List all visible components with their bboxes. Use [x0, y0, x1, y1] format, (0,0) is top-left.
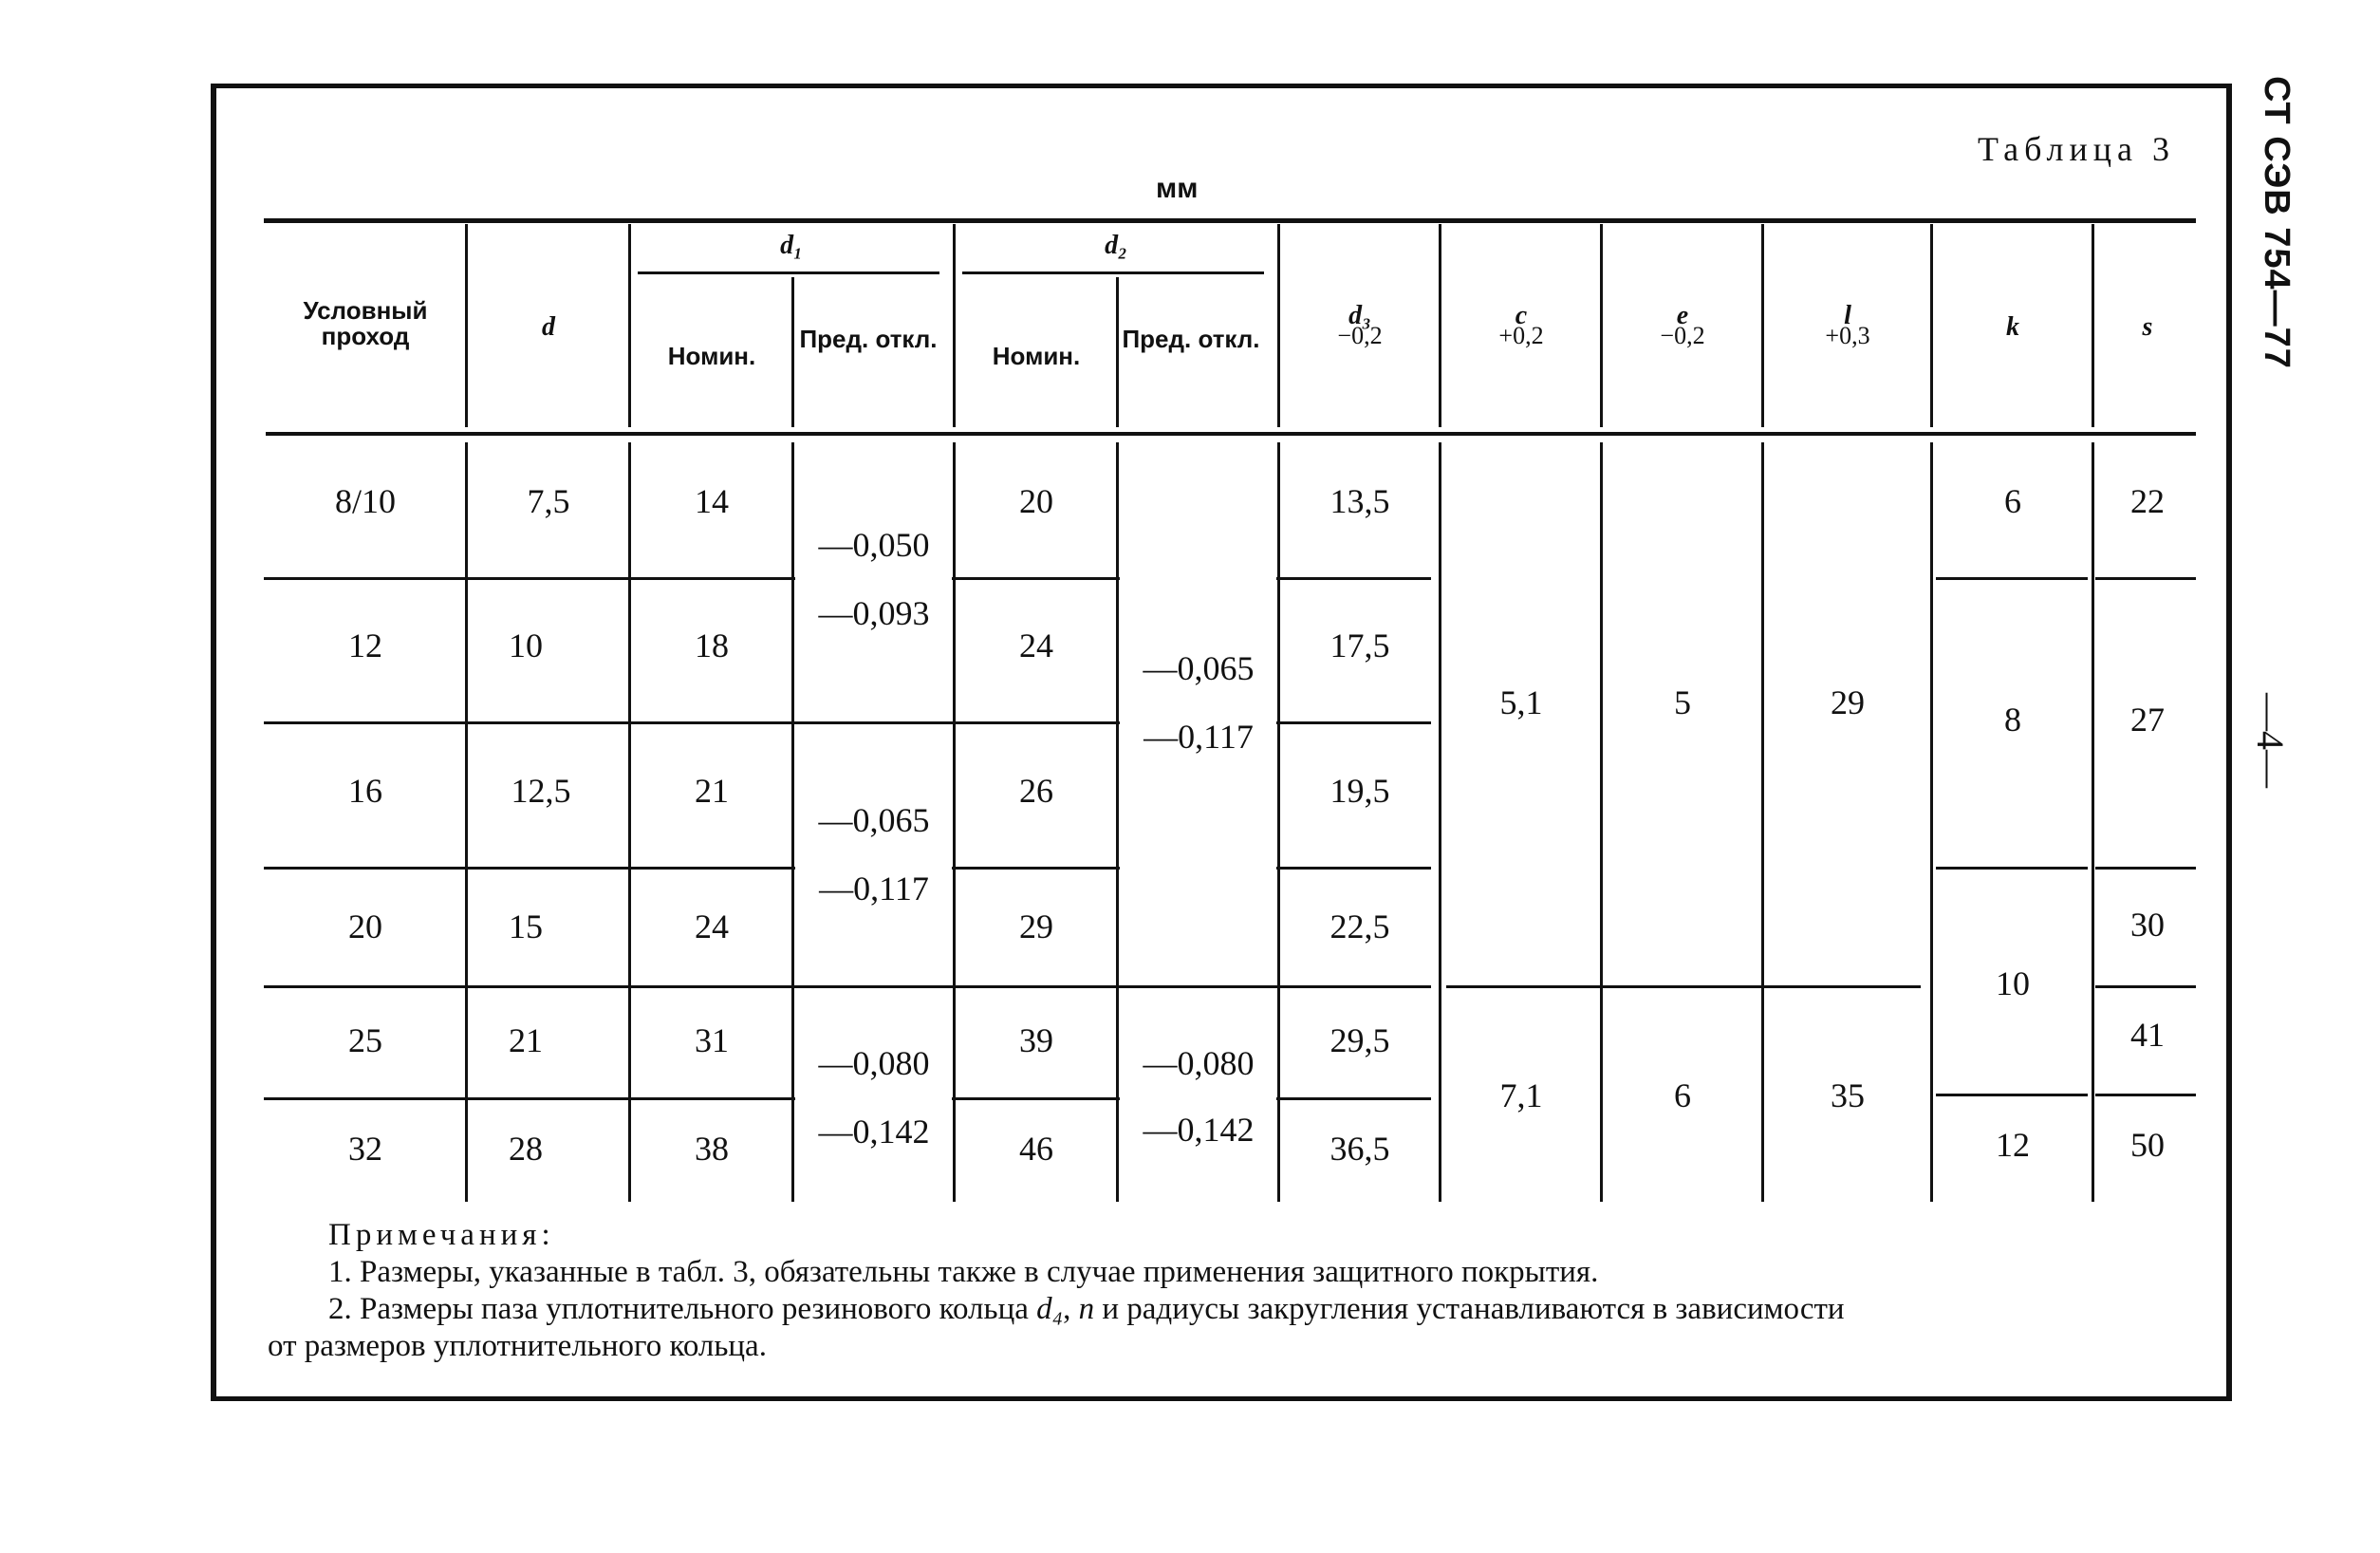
header-divider	[1600, 224, 1603, 427]
header-divider	[1761, 224, 1764, 427]
k-value-2: 8	[2004, 701, 2021, 739]
d1-tol-lower-1: —0,093	[818, 594, 930, 632]
row4-d3: 22,5	[1329, 907, 1390, 945]
d2-tol-rule	[1124, 985, 1274, 988]
row5-d3: 29,5	[1329, 1021, 1390, 1059]
d1-tol-upper-2: —0,065	[818, 801, 930, 839]
header-c-tolerance: +0,2	[1498, 322, 1544, 349]
page-number: —4—	[2249, 693, 2292, 788]
column-divider	[2092, 442, 2094, 1202]
note-2-continuation: от размеров уплотнительного кольца.	[268, 1328, 767, 1363]
header-d1-deviation: Пред. откл.	[799, 325, 938, 353]
column-divider	[791, 442, 794, 1202]
table-top-rule	[264, 218, 2196, 223]
row2-d3: 17,5	[1329, 627, 1390, 664]
k-value-4: 12	[1996, 1126, 2030, 1164]
d2-group-rule	[962, 271, 1264, 274]
standard-designation: СТ СЭВ 754—77	[2257, 76, 2296, 369]
e-value-2: 6	[1674, 1076, 1691, 1114]
header-divider	[1439, 224, 1441, 427]
header-d1-group: d₁	[780, 231, 803, 260]
row2-d: 10	[509, 627, 543, 664]
row3-d1: 21	[695, 772, 729, 810]
row1-d1: 14	[695, 482, 729, 520]
note-2: 2. Размеры паза уплотнительного резинового кольца d₄, n и радиусы закругления устанавливаются в зависимости	[328, 1291, 1845, 1326]
row4-d: 15	[509, 907, 543, 945]
row3-d3: 19,5	[1329, 772, 1390, 810]
column-divider	[1116, 442, 1119, 1202]
k-value-3: 10	[1996, 964, 2030, 1002]
s-value-5: 50	[2130, 1126, 2165, 1164]
row6-passage: 32	[348, 1130, 382, 1168]
header-d3-tolerance: −0,2	[1337, 322, 1383, 349]
s-rule	[2095, 577, 2196, 580]
s-rule	[2095, 1094, 2196, 1096]
header-divider	[1930, 224, 1933, 427]
row3-d: 12,5	[511, 772, 571, 810]
c-value-1: 5,1	[1499, 683, 1543, 721]
note-1: 1. Размеры, указанные в табл. 3, обязательны также в случае применения защитного покрытия.	[328, 1254, 1599, 1289]
row4-d2: 29	[1019, 907, 1053, 945]
row4-d1: 24	[695, 907, 729, 945]
row1-passage: 8/10	[334, 482, 396, 520]
column-divider	[628, 442, 631, 1202]
row6-d3: 36,5	[1329, 1130, 1390, 1168]
k-rule	[1936, 867, 2088, 870]
column-divider	[1600, 442, 1603, 1202]
notes-block	[268, 1217, 2203, 1365]
units-label: мм	[1156, 173, 1199, 204]
header-d1-nominal: Номин.	[667, 342, 756, 370]
l-value-1: 29	[1831, 683, 1865, 721]
c-value-2: 7,1	[1499, 1076, 1543, 1114]
column-divider	[1761, 442, 1764, 1202]
header-k: k	[2006, 312, 2019, 342]
header-l: l	[1844, 301, 1851, 330]
header-d2-deviation: Пред. откл.	[1122, 325, 1260, 353]
row1-d3: 13,5	[1329, 482, 1390, 520]
header-d: d	[542, 312, 555, 342]
d1-tol-upper-3: —0,080	[818, 1044, 930, 1082]
header-divider	[628, 224, 631, 427]
row2-d2: 24	[1019, 627, 1053, 664]
row6-d1: 38	[695, 1130, 729, 1168]
s-value-1: 22	[2130, 482, 2165, 520]
column-divider	[1930, 442, 1933, 1202]
row6-d: 28	[509, 1130, 543, 1168]
d2-tol-upper-1: —0,065	[1143, 649, 1255, 687]
d1-tol-rule	[799, 721, 949, 724]
d1-tol-upper-1: —0,050	[818, 526, 930, 564]
header-divider	[791, 277, 794, 427]
group-rule	[1446, 985, 1921, 988]
d1-tol-lower-2: —0,117	[819, 870, 929, 907]
header-bottom-rule	[266, 432, 2196, 436]
row1-d2: 20	[1019, 482, 1053, 520]
s-value-2: 27	[2130, 701, 2165, 739]
row5-passage: 25	[348, 1021, 382, 1059]
d2-tol-lower-1: —0,117	[1144, 718, 1254, 756]
s-rule	[2095, 867, 2196, 870]
header-d2-group: d₂	[1105, 231, 1127, 260]
header-divider	[953, 224, 956, 427]
d2-tol-upper-2: —0,080	[1143, 1044, 1255, 1082]
k-value-1: 6	[2004, 482, 2021, 520]
column-divider	[1439, 442, 1441, 1202]
row5-d: 21	[509, 1021, 543, 1059]
column-divider	[465, 442, 468, 1202]
l-value-2: 35	[1831, 1076, 1865, 1114]
row5-d1: 31	[695, 1021, 729, 1059]
e-value-1: 5	[1674, 683, 1691, 721]
row2-passage: 12	[348, 627, 382, 664]
header-divider	[465, 224, 468, 427]
row4-passage: 20	[348, 907, 382, 945]
header-d3: d₃	[1348, 301, 1371, 330]
d1-group-rule	[638, 271, 939, 274]
header-divider	[1116, 277, 1119, 427]
d2-tol-lower-2: —0,142	[1143, 1111, 1255, 1149]
row2-d1: 18	[695, 627, 729, 664]
header-l-tolerance: +0,3	[1825, 322, 1870, 349]
header-s: s	[2142, 312, 2153, 342]
header-d2-nominal: Номин.	[992, 342, 1081, 370]
s-rule	[2095, 985, 2196, 988]
column-divider	[953, 442, 956, 1202]
header-c: c	[1515, 301, 1528, 330]
row6-d2: 46	[1019, 1130, 1053, 1168]
d1-tol-rule	[799, 985, 949, 988]
table-title: Таблица 3	[1978, 130, 2175, 168]
s-value-4: 41	[2130, 1016, 2165, 1054]
row3-d2: 26	[1019, 772, 1053, 810]
header-e-tolerance: −0,2	[1660, 322, 1705, 349]
header-divider	[1277, 224, 1280, 427]
header-divider	[2092, 224, 2094, 427]
column-divider	[1277, 442, 1280, 1202]
k-rule	[1936, 1094, 2088, 1096]
d1-tol-lower-3: —0,142	[818, 1113, 930, 1151]
k-rule	[1936, 577, 2088, 580]
header-e: e	[1676, 301, 1689, 330]
row5-d2: 39	[1019, 1021, 1053, 1059]
s-value-3: 30	[2130, 906, 2165, 944]
row3-passage: 16	[348, 772, 382, 810]
row1-d: 7,5	[527, 482, 570, 520]
header-nominal-passage: Условный проход	[303, 296, 428, 351]
notes-heading: Примечания:	[328, 1218, 555, 1252]
